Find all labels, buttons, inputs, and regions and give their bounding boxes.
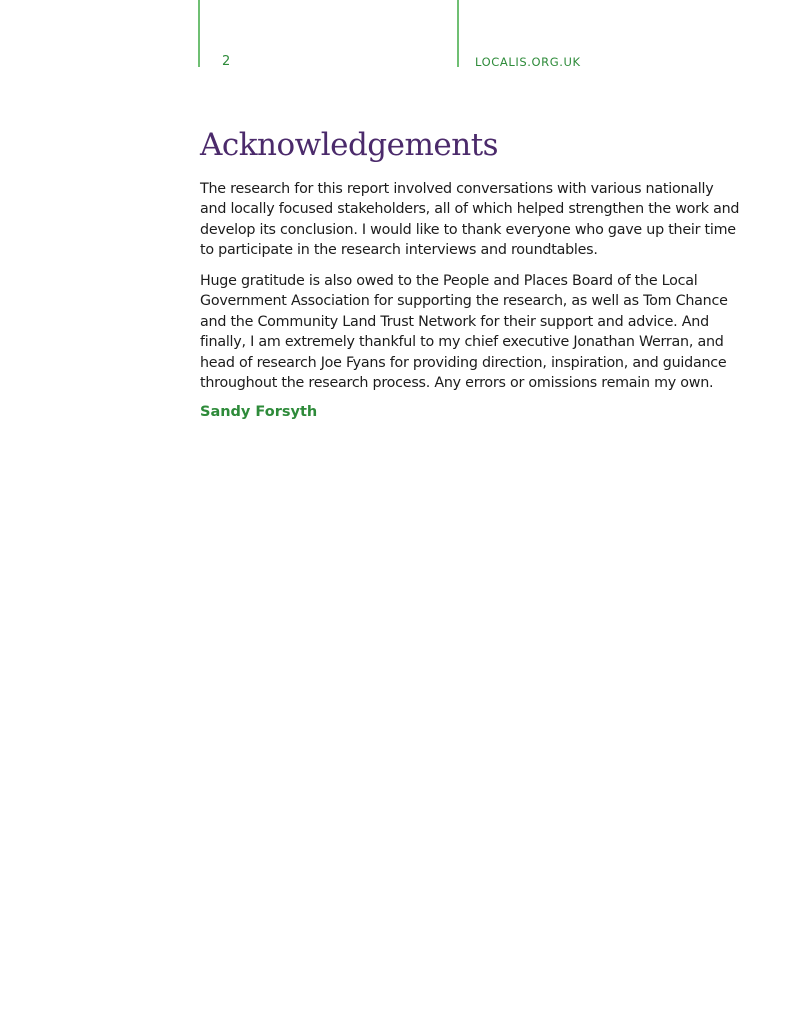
body-paragraph-1: The research for this report involved conversations with various nationally and locally focused stakeholders, all of which helped strengthen the work and develop its conclusion. I would like to thank everyone who gave up their time to participate in the research interviews and roundtables. [200, 180, 740, 259]
main-content [200, 126, 740, 420]
body-paragraph-2: Huge gratitude is also owed to the People and Places Board of the Local Government Association for supporting the research, as well as Tom Chance and the Community Land Trust Network for their support and advice. And finally, I am extremely thankful to my chief executive Jonathan Werran, and head of research Joe Fyans for providing direction, inspiration, and guidance throughout the research process. Any errors or omissions remain my own. [200, 272, 728, 392]
page-number: 2 [222, 54, 231, 69]
header-divider-right [457, 0, 459, 67]
author-signature: Sandy Forsyth [200, 403, 318, 420]
page-title: Acknowledgements [200, 127, 499, 163]
header-divider-left [198, 0, 200, 67]
site-url-link[interactable]: LOCALIS.ORG.UK [475, 55, 581, 69]
